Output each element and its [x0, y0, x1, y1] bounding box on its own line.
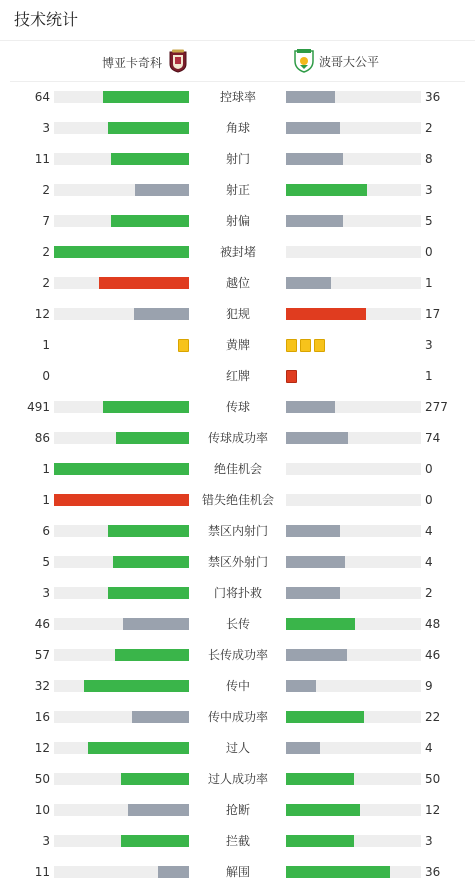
home-bar-track [54, 649, 189, 661]
away-value: 1 [425, 276, 433, 290]
home-bar-track [54, 742, 189, 754]
away-bar-track [286, 494, 421, 506]
stat-row [0, 547, 475, 578]
away-value: 12 [425, 803, 441, 817]
away-bar-fill [286, 618, 355, 630]
stat-row [0, 795, 475, 826]
home-bar-fill [111, 153, 189, 165]
away-bar-fill [286, 773, 354, 785]
stat-label: 解围 [225, 865, 250, 879]
stat-row [0, 175, 475, 206]
stat-label: 传球 [225, 400, 250, 414]
away-value: 36 [425, 90, 441, 104]
home-bar-fill [121, 773, 189, 785]
home-value: 3 [42, 586, 50, 600]
stat-label: 传球成功率 [207, 431, 268, 445]
home-value: 6 [42, 524, 50, 538]
home-bar-track [54, 215, 189, 227]
away-bar-fill [286, 277, 331, 289]
away-bar-track [286, 618, 421, 630]
home-value: 46 [34, 617, 50, 631]
away-bar-fill [286, 91, 335, 103]
stat-label: 射门 [225, 152, 250, 166]
away-bar-track [286, 649, 421, 661]
home-bar-track [54, 122, 189, 134]
home-bar-fill [108, 122, 189, 134]
home-bar-fill [134, 308, 189, 320]
home-bar-fill [158, 866, 189, 878]
home-value: 7 [42, 214, 50, 228]
away-value: 46 [425, 648, 441, 662]
stats-list [0, 82, 475, 888]
stat-label: 传中成功率 [207, 710, 268, 724]
home-bar-fill [99, 277, 189, 289]
stat-label: 过人成功率 [207, 772, 268, 786]
away-value: 4 [425, 741, 433, 755]
away-bar-track [286, 742, 421, 754]
stat-row [0, 485, 475, 516]
home-bar-fill [128, 804, 189, 816]
home-bar-track [54, 835, 189, 847]
home-bar-track [54, 277, 189, 289]
stat-row [0, 392, 475, 423]
stat-row [0, 361, 475, 392]
stat-label: 过人 [225, 741, 250, 755]
home-bar-track [54, 618, 189, 630]
stat-label: 拦截 [225, 834, 250, 848]
home-bar-fill [132, 711, 189, 723]
away-bar-fill [286, 184, 367, 196]
away-bar-track [286, 401, 421, 413]
away-bar-fill [286, 215, 343, 227]
stat-row [0, 144, 475, 175]
stat-row [0, 640, 475, 671]
home-bar-fill [135, 184, 189, 196]
away-value: 0 [425, 245, 433, 259]
away-bar-track [286, 711, 421, 723]
home-value: 32 [34, 679, 50, 693]
away-value: 5 [425, 214, 433, 228]
home-value: 2 [42, 245, 50, 259]
stat-row [0, 82, 475, 113]
stat-row [0, 826, 475, 857]
away-value: 36 [425, 865, 441, 879]
page-title: 技术统计 [14, 10, 79, 29]
away-bar-fill [286, 742, 320, 754]
home-value: 2 [42, 276, 50, 290]
home-bar-track [54, 432, 189, 444]
stat-row [0, 671, 475, 702]
home-bar-fill [54, 494, 189, 506]
home-value: 11 [34, 865, 50, 879]
home-value: 50 [34, 772, 50, 786]
away-value: 22 [425, 710, 441, 724]
home-bar-track [54, 525, 189, 537]
stat-label: 控球率 [219, 90, 256, 104]
stat-label: 射正 [225, 183, 250, 197]
stat-label: 错失绝佳机会 [201, 493, 274, 507]
away-bar-track [286, 835, 421, 847]
home-bar-track [54, 184, 189, 196]
home-bar-fill [108, 525, 189, 537]
stat-label: 长传 [225, 617, 250, 631]
away-bar-fill [286, 308, 366, 320]
home-bar-fill [54, 246, 189, 258]
away-bar-track [286, 246, 421, 258]
home-value: 1 [42, 462, 50, 476]
stat-label: 传中 [225, 679, 250, 693]
home-bar-fill [121, 835, 189, 847]
away-value: 9 [425, 679, 433, 693]
home-bar-fill [111, 215, 189, 227]
home-bar-track [54, 680, 189, 692]
stat-label: 长传成功率 [207, 648, 268, 662]
stat-row [0, 733, 475, 764]
away-value: 74 [425, 431, 441, 445]
yellow-card-icon [300, 339, 311, 352]
home-bar-fill [54, 463, 189, 475]
home-value: 1 [42, 493, 50, 507]
stat-label: 越位 [225, 276, 250, 290]
stat-row [0, 578, 475, 609]
away-value: 4 [425, 555, 433, 569]
home-value: 1 [42, 338, 50, 352]
away-bar-track [286, 587, 421, 599]
home-bar-fill [108, 587, 189, 599]
home-bar-fill [84, 680, 189, 692]
away-bar-track [286, 556, 421, 568]
home-bar-fill [88, 742, 189, 754]
away-bar-fill [286, 680, 316, 692]
stat-row [0, 764, 475, 795]
home-bar-fill [123, 618, 189, 630]
home-bar-fill [113, 556, 189, 568]
home-bar-fill [116, 432, 189, 444]
away-value: 2 [425, 121, 433, 135]
stat-label: 绝佳机会 [213, 462, 262, 476]
home-value: 86 [34, 431, 50, 445]
away-cards [286, 370, 297, 383]
home-bar-track [54, 804, 189, 816]
away-bar-fill [286, 401, 335, 413]
away-bar-track [286, 432, 421, 444]
stat-label: 抢断 [225, 803, 250, 817]
home-value: 3 [42, 834, 50, 848]
home-team-name: 博亚卡奇科 [102, 55, 163, 70]
home-value: 11 [34, 152, 50, 166]
home-bar-track [54, 587, 189, 599]
home-bar-track [54, 91, 189, 103]
away-bar-fill [286, 587, 340, 599]
stat-row [0, 330, 475, 361]
stat-label: 红牌 [225, 369, 250, 383]
yellow-card-icon [286, 339, 297, 352]
home-value: 5 [42, 555, 50, 569]
away-value: 8 [425, 152, 433, 166]
home-team[interactable] [102, 50, 188, 74]
stat-label: 禁区内射门 [207, 524, 268, 538]
stat-row [0, 516, 475, 547]
away-value: 0 [425, 462, 433, 476]
away-bar-track [286, 463, 421, 475]
stat-label: 门将扑救 [213, 586, 262, 600]
home-bar-track [54, 866, 189, 878]
divider [0, 40, 475, 41]
away-value: 3 [425, 183, 433, 197]
stat-row [0, 268, 475, 299]
away-team-name: 波哥大公平 [319, 54, 380, 69]
away-cards [286, 339, 325, 352]
home-value: 57 [34, 648, 50, 662]
stat-row [0, 609, 475, 640]
away-bar-fill [286, 122, 340, 134]
away-value: 3 [425, 834, 433, 848]
away-bar-track [286, 525, 421, 537]
home-value: 12 [34, 741, 50, 755]
away-value: 277 [425, 400, 448, 414]
stat-row [0, 857, 475, 888]
away-bar-track [286, 122, 421, 134]
home-bar-track [54, 494, 189, 506]
stat-row [0, 299, 475, 330]
away-bar-track [286, 773, 421, 785]
home-cards [178, 339, 189, 352]
away-value: 1 [425, 369, 433, 383]
stat-label: 被封堵 [219, 245, 256, 259]
yellow-card-icon [314, 339, 325, 352]
stat-row [0, 423, 475, 454]
home-value: 12 [34, 307, 50, 321]
away-team[interactable] [293, 48, 379, 74]
away-team-crest-icon [293, 47, 315, 76]
stat-label: 角球 [225, 121, 250, 135]
stat-row [0, 237, 475, 268]
away-bar-fill [286, 525, 340, 537]
away-bar-track [286, 866, 421, 878]
home-bar-fill [115, 649, 189, 661]
stat-row [0, 113, 475, 144]
home-value: 2 [42, 183, 50, 197]
away-bar-track [286, 680, 421, 692]
home-bar-track [54, 463, 189, 475]
stat-label: 犯规 [225, 307, 250, 321]
home-value: 3 [42, 121, 50, 135]
away-bar-fill [286, 649, 347, 661]
away-bar-track [286, 804, 421, 816]
away-bar-track [286, 308, 421, 320]
stat-label: 禁区外射门 [207, 555, 268, 569]
away-bar-fill [286, 804, 360, 816]
home-value: 10 [34, 803, 50, 817]
away-value: 2 [425, 586, 433, 600]
home-value: 491 [27, 400, 50, 414]
home-value: 64 [34, 90, 50, 104]
home-bar-track [54, 153, 189, 165]
away-value: 0 [425, 493, 433, 507]
away-bar-fill [286, 835, 354, 847]
away-value: 17 [425, 307, 441, 321]
away-bar-track [286, 277, 421, 289]
stat-row [0, 454, 475, 485]
away-bar-track [286, 91, 421, 103]
away-bar-fill [286, 556, 345, 568]
away-value: 50 [425, 772, 441, 786]
home-team-crest-icon [168, 49, 188, 76]
home-bar-track [54, 308, 189, 320]
home-bar-fill [103, 401, 189, 413]
stat-row [0, 702, 475, 733]
away-bar-fill [286, 866, 390, 878]
yellow-card-icon [178, 339, 189, 352]
stat-row [0, 206, 475, 237]
stat-label: 黄牌 [225, 338, 250, 352]
home-bar-fill [103, 91, 189, 103]
away-bar-fill [286, 153, 343, 165]
away-value: 48 [425, 617, 441, 631]
home-value: 0 [42, 369, 50, 383]
home-bar-track [54, 401, 189, 413]
red-card-icon [286, 370, 297, 383]
home-value: 16 [34, 710, 50, 724]
home-bar-track [54, 556, 189, 568]
home-bar-track [54, 773, 189, 785]
home-bar-track [54, 711, 189, 723]
home-bar-track [54, 246, 189, 258]
away-value: 4 [425, 524, 433, 538]
away-bar-track [286, 153, 421, 165]
away-bar-fill [286, 432, 348, 444]
away-bar-fill [286, 711, 364, 723]
stat-label: 射偏 [225, 214, 250, 228]
away-value: 3 [425, 338, 433, 352]
away-bar-track [286, 215, 421, 227]
away-bar-track [286, 184, 421, 196]
